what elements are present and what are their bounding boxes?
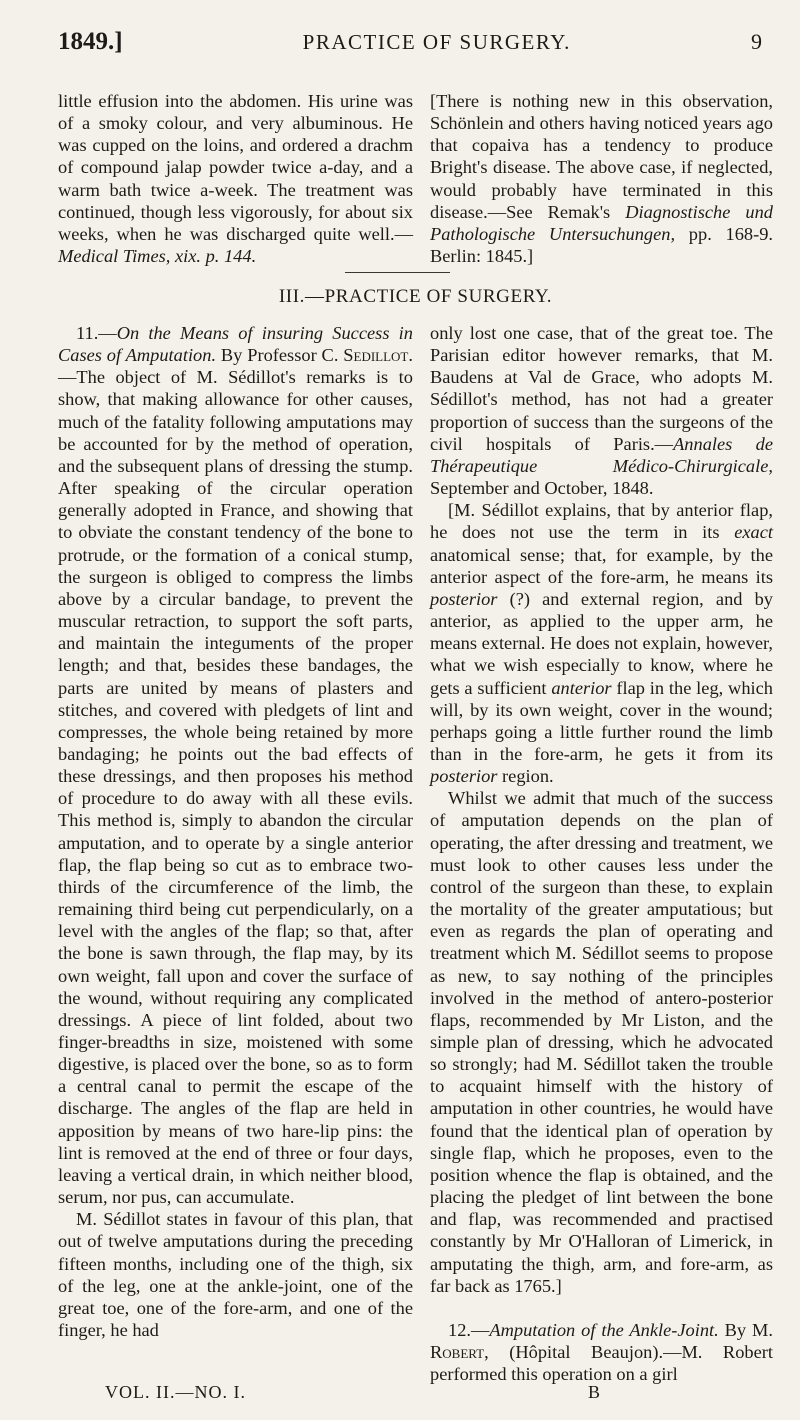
section-heading: III.—PRACTICE OF SURGERY. bbox=[278, 286, 553, 307]
article-11-number: 11.— bbox=[76, 323, 117, 343]
article-12-author: Robert bbox=[430, 1342, 485, 1363]
article-11-paragraph-1 bbox=[58, 322, 413, 1208]
article-12-title: Amputation of the Ankle-Joint. bbox=[489, 1319, 719, 1340]
comment-italic-anterior: anterior bbox=[551, 677, 612, 698]
article-12-by: By M. bbox=[718, 1319, 773, 1340]
continuation-text: only lost one case, that of the great toe. The Parisian editor however remarks, that M. Baudens at Val de Grace, who adopts M. Sédillot's method, has not had a greater proportion of success than the surgeons of the civil hospitals of Paris.— bbox=[430, 323, 773, 454]
article-11-title: On the Means of insuring Success in Cases of Amputation. bbox=[58, 323, 413, 366]
article-right-column bbox=[430, 322, 773, 1385]
article-12-body: , (Hôpital Beaujon).—M. Robert performed this operation on a girl bbox=[430, 1342, 773, 1385]
header-year: 1849.] bbox=[58, 28, 123, 55]
volume-footer: VOL. II.—NO. I. bbox=[105, 1382, 246, 1402]
editorial-note-text: [There is nothing new in this observation, Schönlein and others having noticed years ago that copaiva has a tendency to produce Bright's disease. The above case, if neglected, would probably have terminated in this disease.—See Remak's bbox=[430, 91, 773, 222]
article-12-paragraph bbox=[430, 1319, 773, 1385]
editorial-note-title: Diagnostische und Pathologische Untersuchungen, bbox=[430, 201, 773, 244]
article-11-continuation bbox=[430, 322, 773, 499]
comment-italic-exact: exact bbox=[734, 522, 773, 543]
article-11-body: .—The object of M. Sédillot's remarks is to show, that making allowance for other causes, much of the fatality following amputations may be accounted for by the method of operation, and the subsequent plans of dressing the stump. After speaking of the circular operation generally adopted in France, and showing that to obviate the constant tendency of the bone to protrude, or the formation of a conical stump, the surgeon is obliged to compress the limbs above by a circular bandage, to prevent the muscular retraction, to support the soft parts, and maintain the integuments of the proper length; and that, besides these bandages, the parts are united by means of plasters and stitches, and covered with pledgets of lint and compresses, the whole being retained by more bandaging; he points out the bad effects of these dressings, and then proposes his method of procedure to do away with all these evils. This method is, simply to abandon the circular amputation, and to operate by a single anterior flap, the flap being so cut as to embrace two-thirds of the circumference of the limb, the remaining third being cut perpendicularly, on a level with the angles of the flap; so that, after the bone is sawn through, the flap may, by its own weight, fall upon and cover the surface of the wound, without requiring any complicated dressings. A piece of lint folded, about two finger-breadths in size, moistened with some digestive, is placed over the bone, so as to form a central canal to permit the escape of the discharge. The angles of the flap are held in apposition by means of two hare-lip pins: the lint is removed at the end of three or four days, leaving a vertical drain, in which neither blood, serum, nor pus, can accumulate. bbox=[58, 345, 413, 1208]
top-left-column bbox=[58, 90, 413, 267]
article-11-by: By Professor C. bbox=[216, 345, 344, 366]
comment-italic-posterior: posterior bbox=[430, 588, 498, 609]
editor-comment-2: Whilst we admit that much of the success of amputation depends on the plan of operating, the after dressing and treatment, we must look to other causes less under the control of the surgeon than these, to explain the mortality of the greater amputatious; but even as regards the plan of operating and treatment which M. Sédillot seems to propose as new, to say nothing of the principles involved in the method of antero-posterior flaps, recommended by Mr Liston, and the simple plan of dressing, which he advocated so strongly; had M. Sédillot taken the trouble to acquaint himself with the history of amputation in other countries, he would have found that the identical plan of operation by single flap, which he proposes, even to the position whence the flap is obtained, and the placing the pledget of lint between the bone and flap, was recommended and practised constantly by Mr O'Halloran of Limerick, in amputating the thigh, arm, and fore-arm, as far back as 1765.] bbox=[430, 788, 773, 1296]
comment-text-b: anatomical sense; that, for example, by the anterior aspect of the fore-arm, he means its bbox=[430, 544, 773, 587]
editorial-note bbox=[430, 90, 773, 267]
continued-case-text bbox=[58, 90, 413, 267]
section-divider bbox=[345, 272, 450, 273]
continuation-source: Annales de Thérapeutique Médico-Chirurgicale, bbox=[430, 433, 773, 476]
comment-text-d: flap in the leg, which will, by its own weight, cover in the wound; perhaps going a little further round the limb than in the fore-arm, he gets it from its bbox=[430, 677, 773, 764]
editorial-note-citation: pp. 168-9. Berlin: 1845.] bbox=[430, 223, 773, 267]
top-right-column bbox=[430, 90, 773, 267]
case-source: Medical Times, xix. p. 144. bbox=[58, 246, 257, 267]
header-title: PRACTICE OF SURGERY. bbox=[302, 29, 571, 54]
signature-mark: B bbox=[588, 1382, 601, 1402]
article-12-number: 12.— bbox=[448, 1319, 490, 1340]
paragraph-gap bbox=[430, 1297, 773, 1319]
comment-text-a: [M. Sédillot explains, that by anterior flap, he does not use the term in its bbox=[430, 500, 773, 543]
continuation-date: September and October, 1848. bbox=[430, 478, 654, 499]
article-11-author: Sedillot bbox=[343, 345, 409, 366]
comment-text-c: (?) and external region, and by anterior, as applied to the upper arm, he means external. He does not explain, however, what we wish especially to know, where he gets a sufficient bbox=[430, 588, 773, 698]
page-number: 9 bbox=[751, 29, 762, 54]
comment-italic-posterior-2: posterior bbox=[430, 766, 498, 787]
article-left-column bbox=[58, 322, 413, 1341]
running-header bbox=[58, 22, 762, 62]
editor-comment-1 bbox=[430, 499, 773, 787]
article-11-paragraph-2: M. Sédillot states in favour of this plan, that out of twelve amputations during the preceding fifteen months, including one of the thigh, six of the leg, one at the ankle-joint, one of the great toe, one of the fore-arm, and one of the finger, he had bbox=[58, 1209, 413, 1341]
case-conclusion: little effusion into the abdomen. His urine was of a smoky colour, and very albuminous. He was cupped on the loins, and ordered a drachm of compound jalap powder twice a-day, and a warm bath twice a-week. The treatment was continued, though less vigorously, for about six weeks, when he was discharged quite well.— bbox=[58, 91, 413, 244]
comment-text-e: region. bbox=[497, 766, 554, 787]
